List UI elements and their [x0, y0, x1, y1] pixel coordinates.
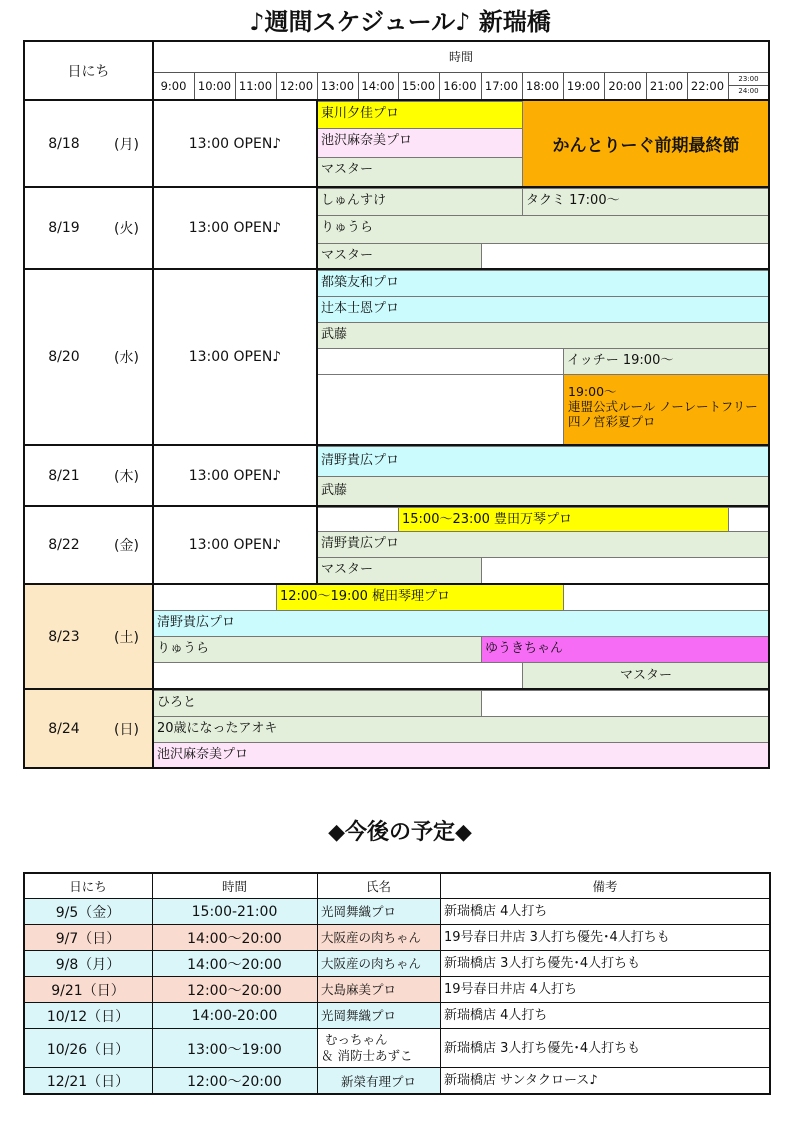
row-note: 新瑞橋店 3人打ち優先･4人打ちも: [444, 956, 641, 971]
row-time: 12:00～20:00: [187, 1074, 282, 1090]
schedule-bar: 武藤: [317, 476, 769, 505]
empty-slot: [563, 584, 769, 610]
empty-slot: [481, 690, 769, 716]
row-name: 新榮有理プロ: [340, 1074, 416, 1089]
empty-slot: [153, 584, 276, 610]
hour-label: 13:00: [320, 79, 355, 93]
row-name: 光岡舞織プロ: [321, 1008, 397, 1023]
row-note: 新瑞橋店 4人打ち: [444, 1008, 548, 1023]
day-date: 8/21: [48, 467, 80, 484]
row-note: 新瑞橋店 サンタクロース♪: [444, 1073, 598, 1088]
schedule-bar: りゅうら: [317, 215, 769, 243]
schedule-bar: 15:00～23:00 豊田万琴プロ: [398, 507, 728, 531]
open-time: 13:00 OPEN♪: [188, 467, 282, 484]
row-date: 9/8（月）: [55, 957, 121, 973]
hour-label: 11:00: [238, 79, 273, 93]
column-header: 氏名: [365, 879, 391, 894]
open-time: 13:00 OPEN♪: [188, 135, 282, 152]
row-note: 新瑞橋店 3人打ち優先･4人打ちも: [444, 1041, 641, 1056]
row-time: 14:00～20:00: [187, 931, 282, 947]
column-header: 時間: [221, 879, 247, 894]
day-of-week: (火): [114, 221, 139, 237]
schedule-bar: ひろと: [153, 690, 481, 716]
open-time: 13:00 OPEN♪: [188, 220, 282, 236]
hour-label-late: 23:00: [738, 75, 759, 83]
name-line: むっちゃん: [325, 1032, 388, 1047]
row-time: 15:00-21:00: [191, 904, 278, 920]
row-date: 9/21（日）: [51, 983, 125, 999]
day-date: 8/23: [48, 628, 80, 645]
row-name: 大阪産の肉ちゃん: [321, 930, 422, 945]
schedule-bar: ゆうきちゃん: [481, 636, 769, 662]
row-name: 大阪産の肉ちゃん: [321, 956, 422, 971]
event-line: 四ノ宮彩夏プロ: [568, 414, 656, 429]
hour-label: 21:00: [649, 79, 684, 93]
date-column-header: 日にち: [67, 63, 110, 80]
row-date: 10/12（日）: [46, 1009, 130, 1025]
schedule-bar: マスター: [522, 662, 769, 688]
day-date: 8/18: [48, 135, 80, 152]
row-date: 12/21（日）: [46, 1074, 130, 1090]
schedule-bar: 池沢麻奈美プロ: [317, 128, 522, 157]
row-date: 9/5（金）: [55, 905, 121, 921]
schedule-bar: しゅんすけ: [317, 188, 522, 215]
row-time: 14:00-20:00: [191, 1008, 278, 1024]
schedule-bar: 東川夕佳プロ: [317, 101, 522, 128]
row-time: 13:00～19:00: [187, 1041, 282, 1058]
schedule-bar: 池沢麻奈美プロ: [153, 742, 769, 768]
hour-label: 16:00: [443, 79, 477, 93]
schedule-bar: 辻本士恩プロ: [317, 296, 769, 322]
schedule-bar: 清野貴広プロ: [317, 446, 769, 476]
event-cell: [563, 374, 769, 444]
hour-label: 18:00: [525, 79, 560, 93]
day-date: 8/20: [48, 349, 80, 365]
column-header: 日にち: [69, 879, 107, 894]
empty-slot: [728, 507, 769, 531]
open-time: 13:00 OPEN♪: [188, 537, 282, 553]
schedule-bar: りゅうら: [153, 636, 481, 662]
hour-label: 17:00: [484, 79, 519, 93]
row-date: 9/7（日）: [55, 931, 121, 947]
schedule-bar: 12:00～19:00 梶田琴理プロ: [276, 584, 563, 610]
schedule-bar: マスター: [317, 557, 481, 583]
hour-label: 12:00: [279, 79, 314, 93]
row-time: 12:00～20:00: [187, 983, 282, 999]
row-note: 19号春日井店 3人打ち優先･4人打ちも: [444, 930, 670, 945]
column-header: 備考: [592, 879, 618, 894]
row-time: 14:00～20:00: [187, 957, 282, 973]
open-time: 13:00 OPEN♪: [188, 349, 282, 365]
schedule-bar: 20歳になったアオキ: [153, 716, 769, 742]
row-name: [321, 1032, 440, 1066]
day-of-week: (日): [114, 722, 139, 738]
schedule-bar: 都築友和プロ: [317, 270, 769, 296]
row-date: 10/26（日）: [46, 1041, 130, 1058]
day-of-week: (土): [114, 629, 139, 646]
hour-label-late: 24:00: [738, 87, 759, 95]
row-note: 新瑞橋店 4人打ち: [444, 904, 548, 919]
hour-label: 9:00: [160, 79, 187, 93]
day-of-week: (水): [114, 350, 139, 366]
row-note: 19号春日井店 4人打ち: [444, 982, 577, 997]
schedule-bar: 武藤: [317, 322, 769, 348]
day-of-week: (月): [114, 136, 139, 153]
hour-label: 15:00: [401, 79, 436, 93]
hour-label: 22:00: [690, 79, 725, 93]
event-cell: かんとりーぐ前期最終節: [522, 101, 769, 186]
hour-label: 10:00: [197, 79, 232, 93]
empty-slot: [317, 374, 563, 444]
event-line: 19:00～: [568, 384, 617, 399]
schedule-bar: マスター: [317, 243, 481, 268]
hour-label: 19:00: [566, 79, 601, 93]
empty-slot: [481, 243, 769, 268]
empty-slot: [153, 662, 522, 688]
schedule-bar: 清野貴広プロ: [153, 610, 769, 636]
day-date: 8/24: [48, 721, 80, 737]
name-line: ＆ 消防士あずこ: [321, 1048, 413, 1063]
schedule-bar: 清野貴広プロ: [317, 531, 769, 557]
day-date: 8/19: [48, 220, 80, 236]
day-date: 8/22: [48, 537, 80, 553]
schedule-bar: マスター: [317, 157, 522, 186]
row-name: 光岡舞織プロ: [321, 904, 397, 919]
row-name: 大島麻美プロ: [321, 982, 397, 997]
empty-slot: [481, 557, 769, 583]
day-of-week: (金): [114, 538, 139, 554]
schedule-bar: イッチー 19:00～: [563, 348, 769, 374]
day-of-week: (木): [114, 468, 139, 485]
time-column-header: 時間: [448, 50, 473, 64]
event-line: 連盟公式ルール ノーレートフリー: [568, 399, 758, 414]
hour-label: 14:00: [361, 79, 395, 93]
page-title: ♪週間スケジュール♪ 新瑞橋: [249, 8, 551, 36]
empty-slot: [317, 507, 398, 531]
schedule-bar: タクミ 17:00～: [522, 188, 769, 215]
empty-slot: [317, 348, 563, 374]
hour-label: 20:00: [608, 79, 642, 93]
upcoming-title: ◆今後の予定◆: [328, 820, 472, 845]
